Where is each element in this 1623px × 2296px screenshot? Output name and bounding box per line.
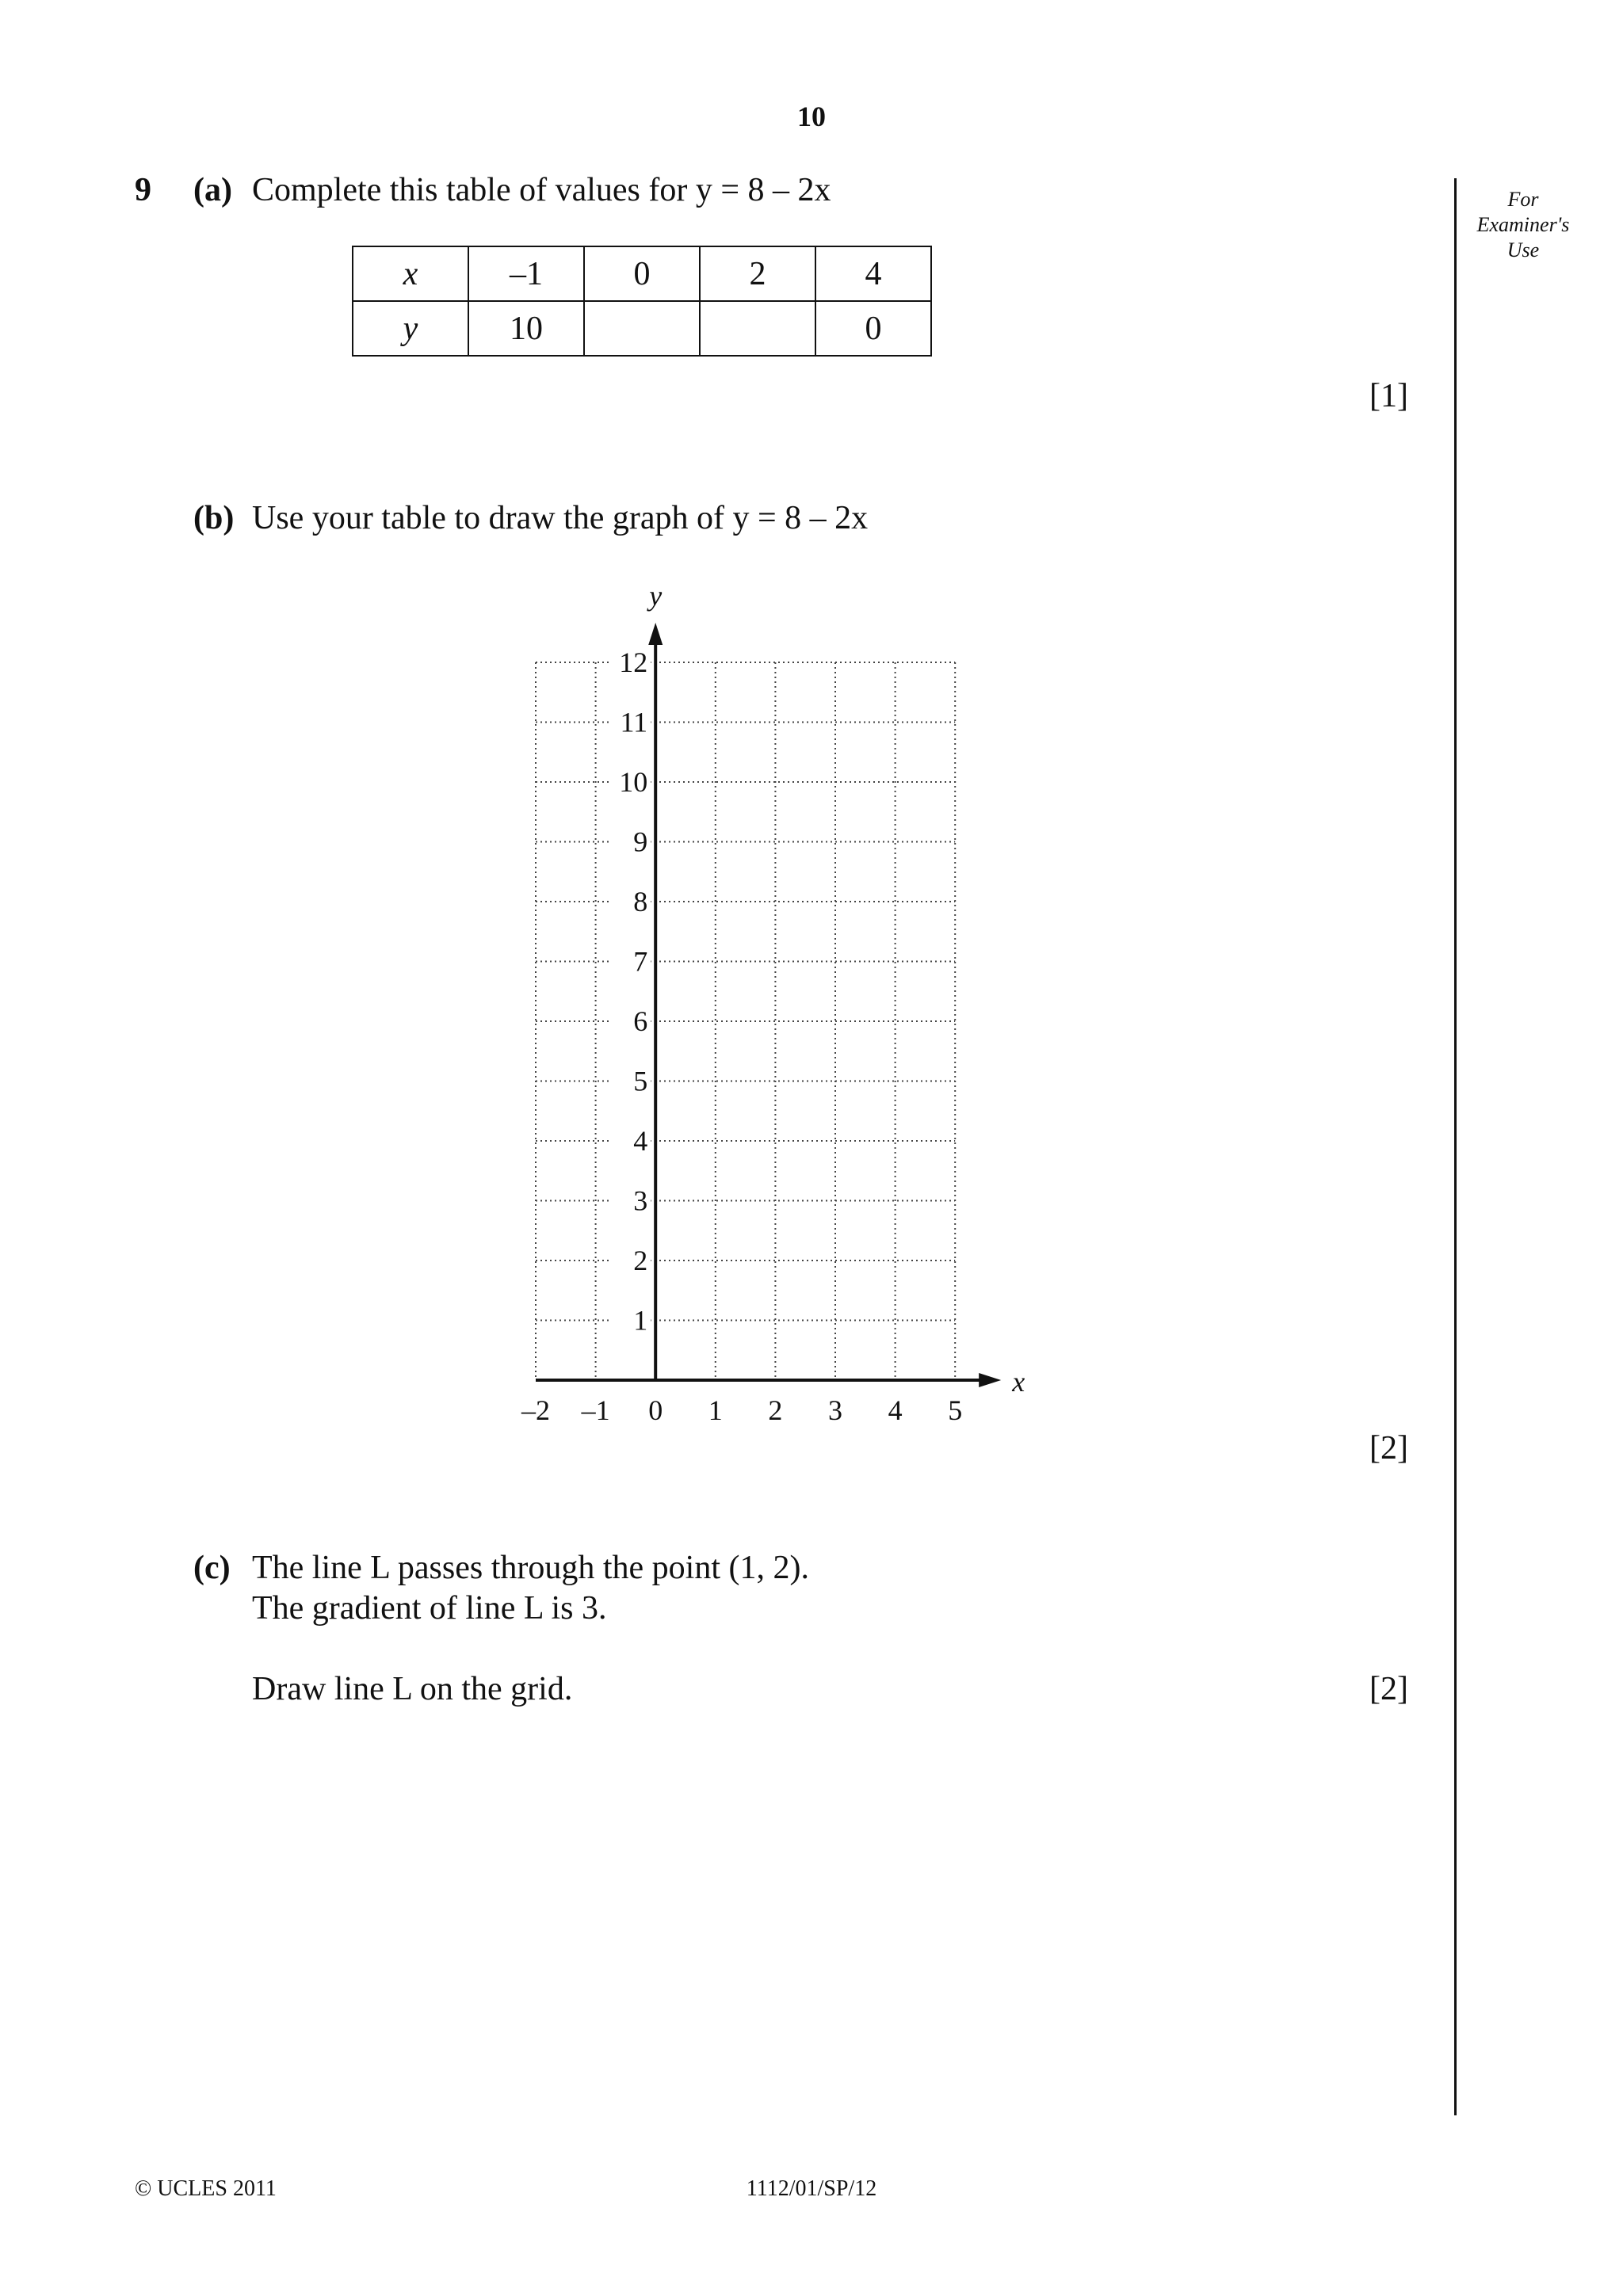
x-axis-label: x xyxy=(1012,1366,1025,1398)
x-tick-label: 3 xyxy=(828,1394,842,1426)
examiner-line-2: Examiner's xyxy=(1476,213,1570,236)
part-a-text: Complete this table of values for y = 8 – 2x xyxy=(252,172,831,208)
table-cell: 10 xyxy=(468,301,584,356)
y-tick-label: 9 xyxy=(633,826,648,858)
table-cell: 0 xyxy=(815,301,931,356)
table-cell: 0 xyxy=(584,246,700,301)
x-tick-label: 2 xyxy=(768,1394,783,1426)
part-a-label: (a) xyxy=(193,172,232,208)
part-b-text: Use your table to draw the graph of y = 8 – 2x xyxy=(252,500,869,536)
footer-copyright: © UCLES 2011 xyxy=(135,2176,277,2201)
x-tick-label: 5 xyxy=(948,1394,963,1426)
y-axis-arrow-icon xyxy=(648,623,663,645)
examiner-line-1: For xyxy=(1507,188,1539,211)
page-number: 10 xyxy=(797,101,826,132)
y-tick-label: 6 xyxy=(633,1005,648,1037)
examiner-line-3: Use xyxy=(1507,238,1540,261)
x-tick-label: –2 xyxy=(521,1394,550,1426)
table-cell: 4 xyxy=(815,246,931,301)
part-c-label: (c) xyxy=(193,1550,231,1586)
table-cell: x xyxy=(353,246,468,301)
y-tick-label: 1 xyxy=(633,1304,648,1337)
y-tick-label: 10 xyxy=(619,766,648,798)
part-a-marks: [1] xyxy=(1369,378,1408,414)
y-tick-label: 11 xyxy=(620,706,648,738)
part-c-marks: [2] xyxy=(1369,1671,1408,1707)
y-tick-label: 3 xyxy=(633,1184,648,1217)
y-tick-label: 2 xyxy=(633,1245,648,1276)
part-b-label: (b) xyxy=(193,500,235,536)
table-cell: y xyxy=(353,301,468,356)
footer-code: 1112/01/SP/12 xyxy=(746,2176,877,2201)
part-c-line-1: The line L passes through the point (1, 2). xyxy=(252,1550,809,1586)
y-tick-label: 5 xyxy=(633,1065,648,1097)
part-c-line-3: Draw line L on the grid. xyxy=(252,1671,573,1707)
part-c-line-2: The gradient of line L is 3. xyxy=(252,1590,607,1627)
x-tick-label: 0 xyxy=(648,1394,663,1426)
y-axis-label: y xyxy=(649,580,663,612)
table-cell: –1 xyxy=(468,246,584,301)
x-tick-label: 1 xyxy=(708,1394,723,1426)
x-axis-arrow-icon xyxy=(979,1373,1001,1387)
question-number: 9 xyxy=(135,172,151,208)
part-b-marks: [2] xyxy=(1369,1430,1408,1466)
x-tick-label: 4 xyxy=(888,1394,903,1426)
table-cell: 2 xyxy=(700,246,815,301)
y-tick-label: 4 xyxy=(633,1125,648,1157)
y-tick-label: 7 xyxy=(633,945,648,978)
x-tick-label: –1 xyxy=(581,1394,610,1426)
y-tick-label: 12 xyxy=(619,646,648,678)
y-tick-label: 8 xyxy=(633,886,648,917)
